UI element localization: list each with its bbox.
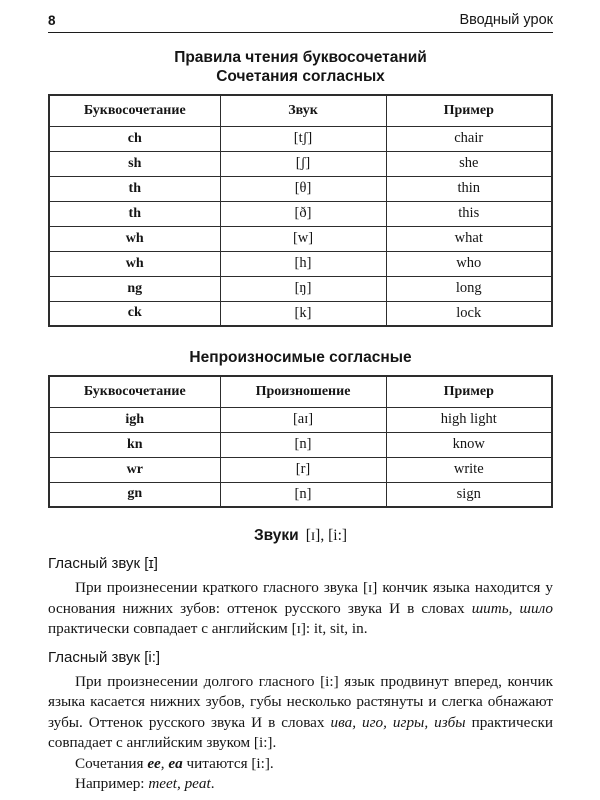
table-cell: who (386, 251, 552, 276)
table-cell: [k] (220, 301, 386, 326)
long-i-text-2: практически совпадает с английским звуком [i:]. (48, 713, 553, 751)
table-cell: high light (386, 407, 552, 432)
short-i-text-1: При произнесении краткого гласного звука [ɪ] кончик языка находится у основания нижних зубов: оттенок русского звука И в словах (48, 579, 553, 617)
table-cell: wh (49, 226, 220, 251)
short-i-text-2: практически совпадает с английским [ɪ]: it, sit, in. (48, 620, 368, 637)
column-header: Звук (220, 95, 386, 126)
combo-ea: ea (168, 754, 183, 772)
table-cell: lock (386, 301, 552, 326)
table-cell: know (386, 432, 552, 457)
table-cell: [ŋ] (220, 276, 386, 301)
example-words: meet, peat (148, 775, 211, 792)
long-i-subheading: Гласный звук [i:] (48, 648, 161, 666)
table-cell: th (49, 176, 220, 201)
table-cell: [ð] (220, 201, 386, 226)
combinations-comma: , (160, 754, 169, 772)
combo-ee: ee (147, 754, 161, 772)
table-cell: gn (49, 482, 220, 507)
example-label: Например: (75, 775, 149, 792)
sounds-heading-ipa: [ɪ], [i:] (305, 527, 348, 544)
title-line-2: Сочетания согласных (216, 68, 385, 85)
long-i-italic-words: ива, иго, игры, избы (330, 713, 466, 731)
column-header: Буквосочетание (49, 95, 220, 126)
table-cell: she (386, 151, 552, 176)
page-number: 8 (48, 13, 56, 28)
table-row (49, 457, 552, 482)
silent-consonants-table (48, 375, 553, 508)
long-i-paragraph (48, 672, 553, 754)
consonant-combinations-table (48, 94, 553, 327)
table-cell: sign (386, 482, 552, 507)
column-header: Пример (386, 376, 552, 407)
combinations-text-1: Сочетания (75, 754, 148, 772)
combinations-text-2: читаются [i:]. (182, 754, 274, 772)
column-header: Произношение (220, 376, 386, 407)
table-row (49, 482, 552, 507)
table-cell: igh (49, 407, 220, 432)
title-line-1: Правила чтения буквосочетаний (174, 49, 427, 66)
short-i-subheading: Гласный звук [ɪ] (48, 555, 158, 572)
short-i-italic-words: шить, шило (471, 599, 553, 617)
table-cell: [n] (220, 432, 386, 457)
table-row (49, 176, 552, 201)
example-line (48, 774, 553, 795)
running-header (48, 12, 553, 28)
table-cell: thin (386, 176, 552, 201)
combinations-line (48, 754, 553, 775)
table-row (49, 126, 552, 151)
silent-consonants-title: Непроизносимые согласные (189, 349, 412, 366)
table-cell: kn (49, 432, 220, 457)
table-cell: sh (49, 151, 220, 176)
table-cell: this (386, 201, 552, 226)
table-cell: wh (49, 251, 220, 276)
table-row (49, 407, 552, 432)
table-cell: [tʃ] (220, 126, 386, 151)
header-rule (48, 32, 553, 33)
column-header: Буквосочетание (49, 376, 220, 407)
table-header-row (49, 376, 552, 407)
table-header-row (49, 95, 552, 126)
table-cell: [r] (220, 457, 386, 482)
table-cell: ng (49, 276, 220, 301)
long-i-text-1: При произнесении долгого гласного [i:] язык продвинут вперед, кончик языка касается нижних зубов, губы несколько растянуты и слегка обнажают зубы. Оттенок русского звука И в словах (48, 672, 553, 731)
table-row (49, 226, 552, 251)
table-row (49, 151, 552, 176)
table-cell: [θ] (220, 176, 386, 201)
column-header: Пример (386, 95, 552, 126)
running-section-title: Вводный урок (459, 12, 553, 28)
table-row (49, 432, 552, 457)
table-cell: [w] (220, 226, 386, 251)
table-cell: th (49, 201, 220, 226)
table-cell: [n] (220, 482, 386, 507)
table-row (49, 201, 552, 226)
table-cell: write (386, 457, 552, 482)
table-cell: [h] (220, 251, 386, 276)
sounds-heading-word: Звуки (253, 527, 299, 544)
table-cell: what (386, 226, 552, 251)
table-cell: ch (49, 126, 220, 151)
table-cell: [ʃ] (220, 151, 386, 176)
example-period: . (210, 775, 215, 792)
sounds-heading (48, 527, 553, 545)
table-row (49, 276, 552, 301)
table-row (49, 301, 552, 326)
page-title (48, 48, 553, 86)
table-cell: ck (49, 301, 220, 326)
table-row (49, 251, 552, 276)
short-i-paragraph (48, 578, 553, 640)
table-cell: long (386, 276, 552, 301)
table-cell: chair (386, 126, 552, 151)
table-cell: wr (49, 457, 220, 482)
table-cell: [aɪ] (220, 407, 386, 432)
